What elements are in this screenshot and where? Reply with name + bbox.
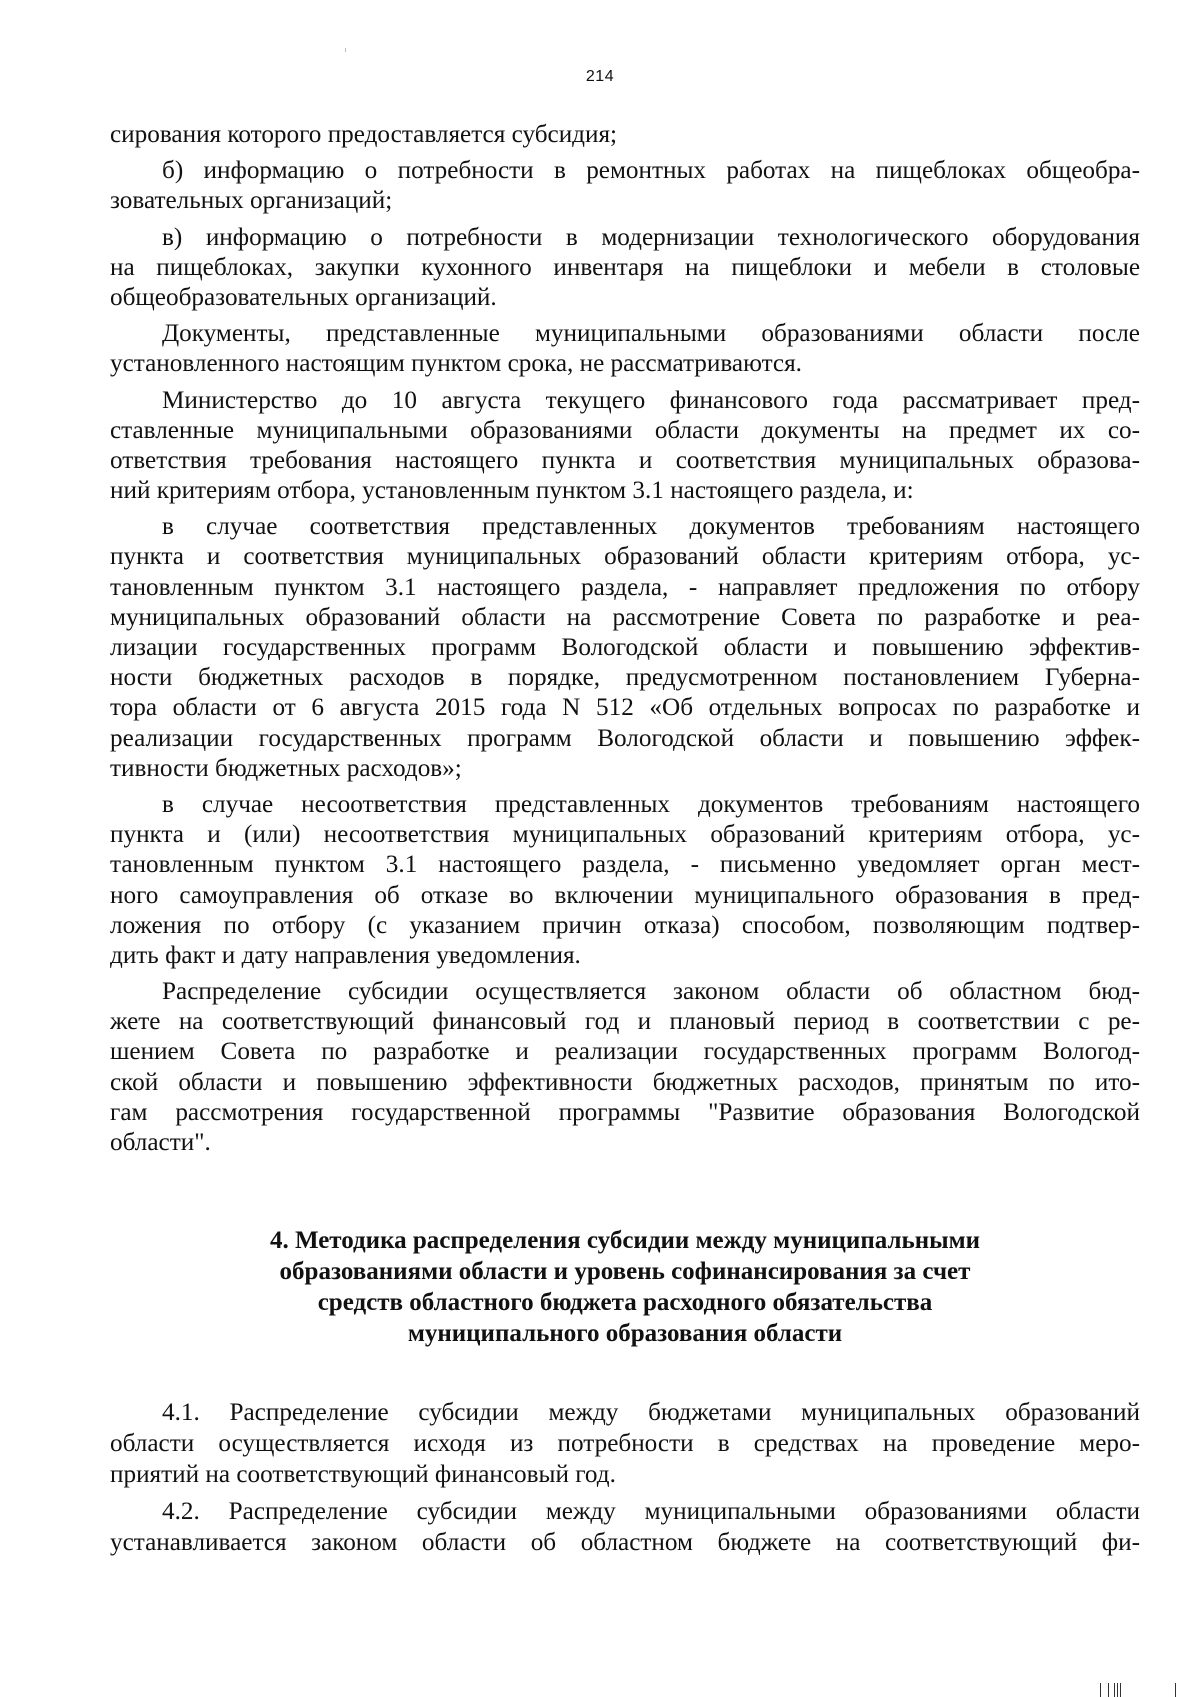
scan-marks	[1100, 1675, 1190, 1697]
text-line: шением Совета по разработке и реализации государственных программ Вологод-	[110, 1038, 1140, 1066]
text-line: ложения по отбору (с указанием причин отказа) способом, позволяющим подтвер-	[110, 911, 1140, 939]
text-line: ного самоуправления об отказе во включении муниципального образования в пред-	[110, 881, 1140, 909]
text-line: области осуществляется исходя из потребности в средствах на проведение меро-	[110, 1430, 1140, 1457]
heading-line: средств областного бюджета расходного обязательства	[317, 1289, 933, 1316]
section-heading	[110, 1225, 1140, 1349]
body-text-upper	[110, 120, 1140, 1158]
text-line: установленного настоящим пунктом срока, не рассматриваются.	[110, 350, 802, 378]
text-line: лизации государственных программ Вологодской области и повышению эффектив-	[110, 634, 1140, 661]
text-line: зовательных организаций;	[110, 187, 393, 215]
text-line: приятий на соответствующий финансовый год.	[110, 1461, 616, 1488]
text-line: в) информацию о потребности в модернизации технологического оборудования	[162, 223, 1140, 251]
text-line: ставленные муниципальными образованиями области документы на предмет их со-	[110, 416, 1140, 444]
text-line: Распределение субсидии осуществляется законом области об областном бюд-	[162, 978, 1140, 1006]
text-line: б) информацию о потребности в ремонтных работах на пищеблоках общеобра-	[162, 157, 1140, 185]
text-line: устанавливается законом области об областном бюджете на соответствующий фи-	[110, 1529, 1140, 1556]
text-line: сирования которого предоставляется субсидия;	[110, 121, 618, 148]
text-line: муниципальных образований области на рассмотрение Совета по разработке и реа-	[110, 603, 1140, 631]
text-line: пункта и соответствия муниципальных образований области критериям отбора, ус-	[110, 543, 1140, 571]
text-line: жете на соответствующий финансовый год и плановый период в соответствии с ре-	[110, 1008, 1140, 1036]
heading-line: образованиями области и уровень софинансирования за счет	[279, 1258, 971, 1285]
body-text-lower	[110, 1397, 1140, 1558]
text-line: тивности бюджетных расходов»;	[110, 754, 462, 782]
text-line: ответствия требования настоящего пункта и соответствия муниципальных образова-	[110, 446, 1140, 474]
text-line: тановленным пунктом 3.1 настоящего раздела, - направляет предложения по отбору	[110, 573, 1140, 601]
text-line: в случае несоответствия представленных документов требованиям настоящего	[162, 790, 1140, 818]
page-number: 214	[585, 68, 615, 85]
text-line: области".	[110, 1129, 211, 1156]
text-line: в случае соответствия представленных документов требованиям настоящего	[162, 513, 1140, 541]
heading-line: муниципального образования области	[407, 1320, 843, 1347]
text-line: ности бюджетных расходов в порядке, предусмотренном постановлением Губерна-	[110, 664, 1140, 692]
text-line: дить факт и дату направления уведомления.	[110, 941, 581, 969]
text-line: Документы, представленные муниципальными образованиями области после	[162, 320, 1140, 348]
text-line: Министерство до 10 августа текущего финансового года рассматривает пред-	[162, 386, 1140, 414]
heading-line: 4. Методика распределения субсидии между муниципальными	[269, 1227, 981, 1254]
text-line: тора области от 6 августа 2015 года N 512 «Об отдельных вопросах по разработке и	[110, 694, 1140, 722]
text-line: тановленным пунктом 3.1 настоящего раздела, - письменно уведомляет орган мест-	[110, 851, 1140, 879]
scan-speck	[345, 48, 346, 52]
text-line: реализации государственных программ Вологодской области и повышению эффек-	[110, 724, 1140, 752]
text-line: ний критериям отбора, установленным пунктом 3.1 настоящего раздела, и:	[110, 477, 914, 505]
text-line: 4.1. Распределение субсидии между бюджетами муниципальных образований	[162, 1399, 1140, 1426]
text-line: ской области и повышению эффективности бюджетных расходов, принятым по ито-	[110, 1068, 1140, 1096]
text-line: пункта и (или) несоответствия муниципальных образований критериям отбора, ус-	[110, 821, 1140, 849]
text-line: общеобразовательных организаций.	[110, 283, 497, 311]
text-line: гам рассмотрения государственной программы "Развитие образования Вологодской	[110, 1098, 1140, 1126]
text-line: на пищеблоках, закупки кухонного инвентаря на пищеблоки и мебели в столовые	[110, 253, 1140, 281]
text-line: 4.2. Распределение субсидии между муниципальными образованиями области	[162, 1498, 1140, 1525]
